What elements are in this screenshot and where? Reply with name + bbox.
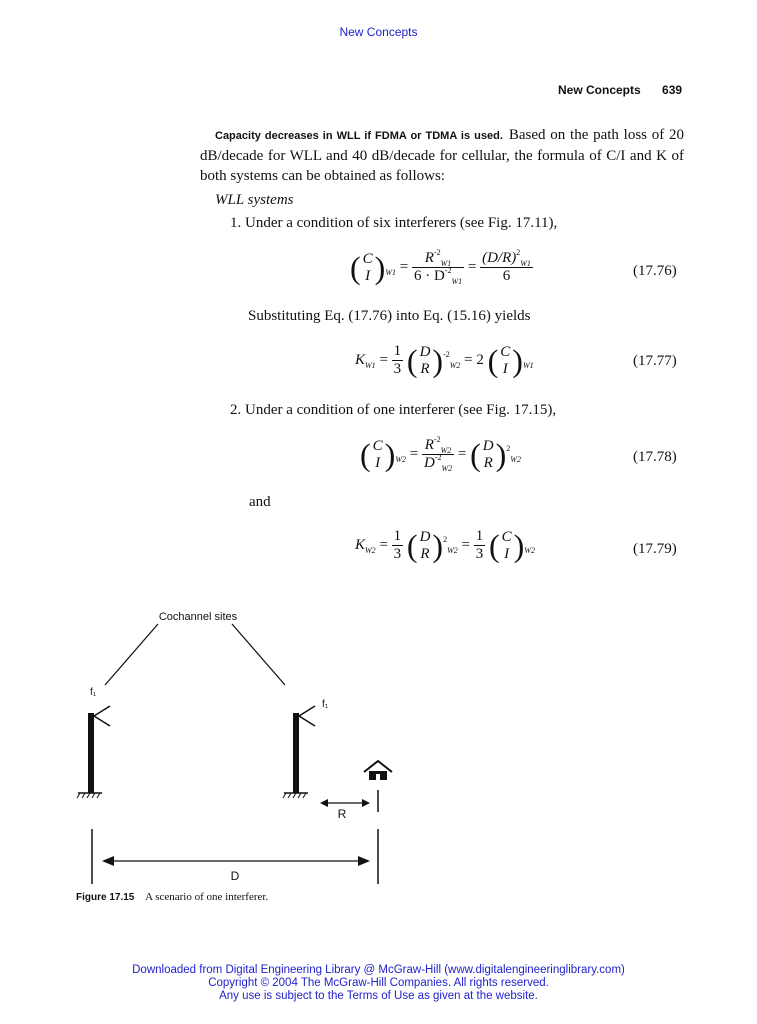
eq77-lhs-sub: W1 <box>365 360 376 370</box>
eq77-number: (17.77) <box>633 353 677 369</box>
cochannel-sites-label: Cochannel sites <box>158 611 238 623</box>
footer <box>0 964 757 1003</box>
eq76-mid-num-sup: -2 <box>433 248 441 257</box>
eq79-p-sub: W2 <box>447 545 458 555</box>
eq78-mid-den: D <box>423 455 435 471</box>
footer-line-1[interactable]: Downloaded from Digital Engineering Library @ McGraw-Hill (www.digitalengineeringlibrary.com) <box>132 964 625 976</box>
caption-label: Figure 17.15 <box>76 892 135 903</box>
eq78-lhs-sub: W2 <box>395 454 406 464</box>
eq77-p-sub: W2 <box>449 360 461 370</box>
eq76-lhs-sub: W1 <box>385 267 396 277</box>
eq79-q-num: C <box>501 528 512 545</box>
eq78-mid-den-sub: W2 <box>441 464 453 473</box>
eq76-mid-den: 6 · D <box>413 268 445 284</box>
intro-paragraph <box>200 125 684 186</box>
right-tower-icon <box>283 706 315 798</box>
left-tower-icon <box>77 706 110 798</box>
intro-lead: Capacity decreases in WLL if FDMA or TDMA is used. <box>215 130 503 142</box>
figure-17-15 <box>0 600 757 900</box>
eq77-p-den: R <box>420 360 430 377</box>
eq78-mid-num: R <box>424 437 434 453</box>
f1-left-label: f₁ <box>90 687 97 698</box>
eq79-p-den: R <box>420 545 430 562</box>
page-number: 639 <box>662 83 683 97</box>
eq76-mid-den-sup: -2 <box>444 266 452 275</box>
eq79-c1-den: 3 <box>393 546 402 562</box>
r-distance-arrow <box>320 799 370 807</box>
eq76-rhs-den: 6 <box>502 268 511 284</box>
eq78-p-den: R <box>483 454 493 471</box>
equation-17-79: $K_{W2}$ = $\frac{1}{3}$ ( D R )$^2_{W2}$ = $\frac{1}{3}$ ( C I )$_{W2}$ <box>355 527 535 564</box>
equation-17-77: $K_{W1}$ = $\frac{1}{3}$ ( D R )$^{-2}_{W2}$ = 2 ( C I )$_{W1}$ <box>355 342 534 379</box>
intro-text: Based on the path loss of 20 dB/decade for WLL and 40 dB/decade for cellular, the formula of C/I and K of both systems can be obtained as follows: <box>200 127 684 184</box>
figure-caption <box>76 891 268 903</box>
f1-right-label: f₁ <box>322 699 329 710</box>
eq78-p-sub: W2 <box>510 454 521 464</box>
equation-17-78: ( C I )$_{W2}$ = $\frac{R^{-2}_{W2}}{D^{-2}_{W2}}$ = ( D R )$^2_{W2}$ <box>360 435 521 473</box>
wll-heading: WLL systems <box>215 192 294 208</box>
eq78-number: (17.78) <box>633 449 677 465</box>
eq77-c2: 2 <box>476 351 484 368</box>
eq76-rhs-num-sup: 2 <box>516 248 521 257</box>
d-label: D <box>230 869 240 883</box>
eq76-rhs-num: (D/R) <box>482 250 517 266</box>
eq77-p-sup: -2 <box>443 349 450 359</box>
eq77-q-num: C <box>500 343 511 360</box>
eq76-number: (17.76) <box>633 263 677 279</box>
running-header <box>558 83 682 97</box>
item-2: 2. Under a condition of one interferer (see Fig. 17.15), <box>230 402 557 418</box>
eq77-lhs: K <box>355 351 366 368</box>
eq79-number: (17.79) <box>633 541 677 557</box>
eq79-p-num: D <box>419 528 431 545</box>
eq78-mid-num-sup: -2 <box>433 435 441 444</box>
eq78-lhs-den: I <box>375 454 381 471</box>
eq77-q-sub: W1 <box>522 360 534 370</box>
eq76-mid-num-sub: W1 <box>440 259 452 268</box>
eq77-q-den: I <box>502 360 508 377</box>
eq79-lhs-sub: W2 <box>365 545 376 555</box>
top-link[interactable]: New Concepts <box>339 25 418 39</box>
equation-17-76: ( C I )$_{W1}$ = $\frac{R^{-2}_{W1}}{6 \cdot D^{-2}_{W1}}$ = $\frac{(D/R)^2_{W1}}{6}$ <box>350 248 531 286</box>
eq79-lhs: K <box>355 536 366 553</box>
eq76-rhs-num-sub: W1 <box>520 259 531 268</box>
footer-line-3: Any use is subject to the Terms of Use as given at the website. <box>219 990 538 1002</box>
caption-text: A scenario of one interferer. <box>145 891 269 903</box>
eq79-c2: 1 <box>475 528 484 544</box>
eq78-lhs-num: C <box>372 437 383 454</box>
eq77-c1: 1 <box>393 343 402 359</box>
r-label: R <box>337 807 347 821</box>
pointer-line-left <box>105 624 158 685</box>
eq79-q-sub: W2 <box>524 545 535 555</box>
eq76-lhs-num: C <box>362 250 373 267</box>
eq78-mid-num-sub: W2 <box>440 446 452 455</box>
eq77-p-num: D <box>419 343 431 360</box>
substitution-text: Substituting Eq. (17.76) into Eq. (15.16) yields <box>248 308 531 324</box>
eq78-p-num: D <box>482 437 494 454</box>
item-1: 1. Under a condition of six interferers (see Fig. 17.11), <box>230 215 558 231</box>
eq76-mid-den-sub: W1 <box>451 277 463 286</box>
eq79-p-sup: 2 <box>443 534 448 544</box>
eq76-lhs-den: I <box>365 267 371 284</box>
eq79-c2-den: 3 <box>475 546 484 562</box>
eq76-mid-num: R <box>424 250 434 266</box>
pointer-line-right <box>232 624 285 685</box>
house-icon <box>364 761 392 812</box>
eq79-q-den: I <box>504 545 510 562</box>
footer-line-2: Copyright © 2004 The McGraw-Hill Companies. All rights reserved. <box>208 977 549 989</box>
eq79-c1: 1 <box>393 528 402 544</box>
eq78-p-sup: 2 <box>506 443 511 453</box>
eq77-c1-den: 3 <box>393 361 402 377</box>
eq78-mid-den-sup: -2 <box>434 453 442 462</box>
header-section: New Concepts <box>558 83 641 97</box>
and-text: and <box>249 494 271 510</box>
